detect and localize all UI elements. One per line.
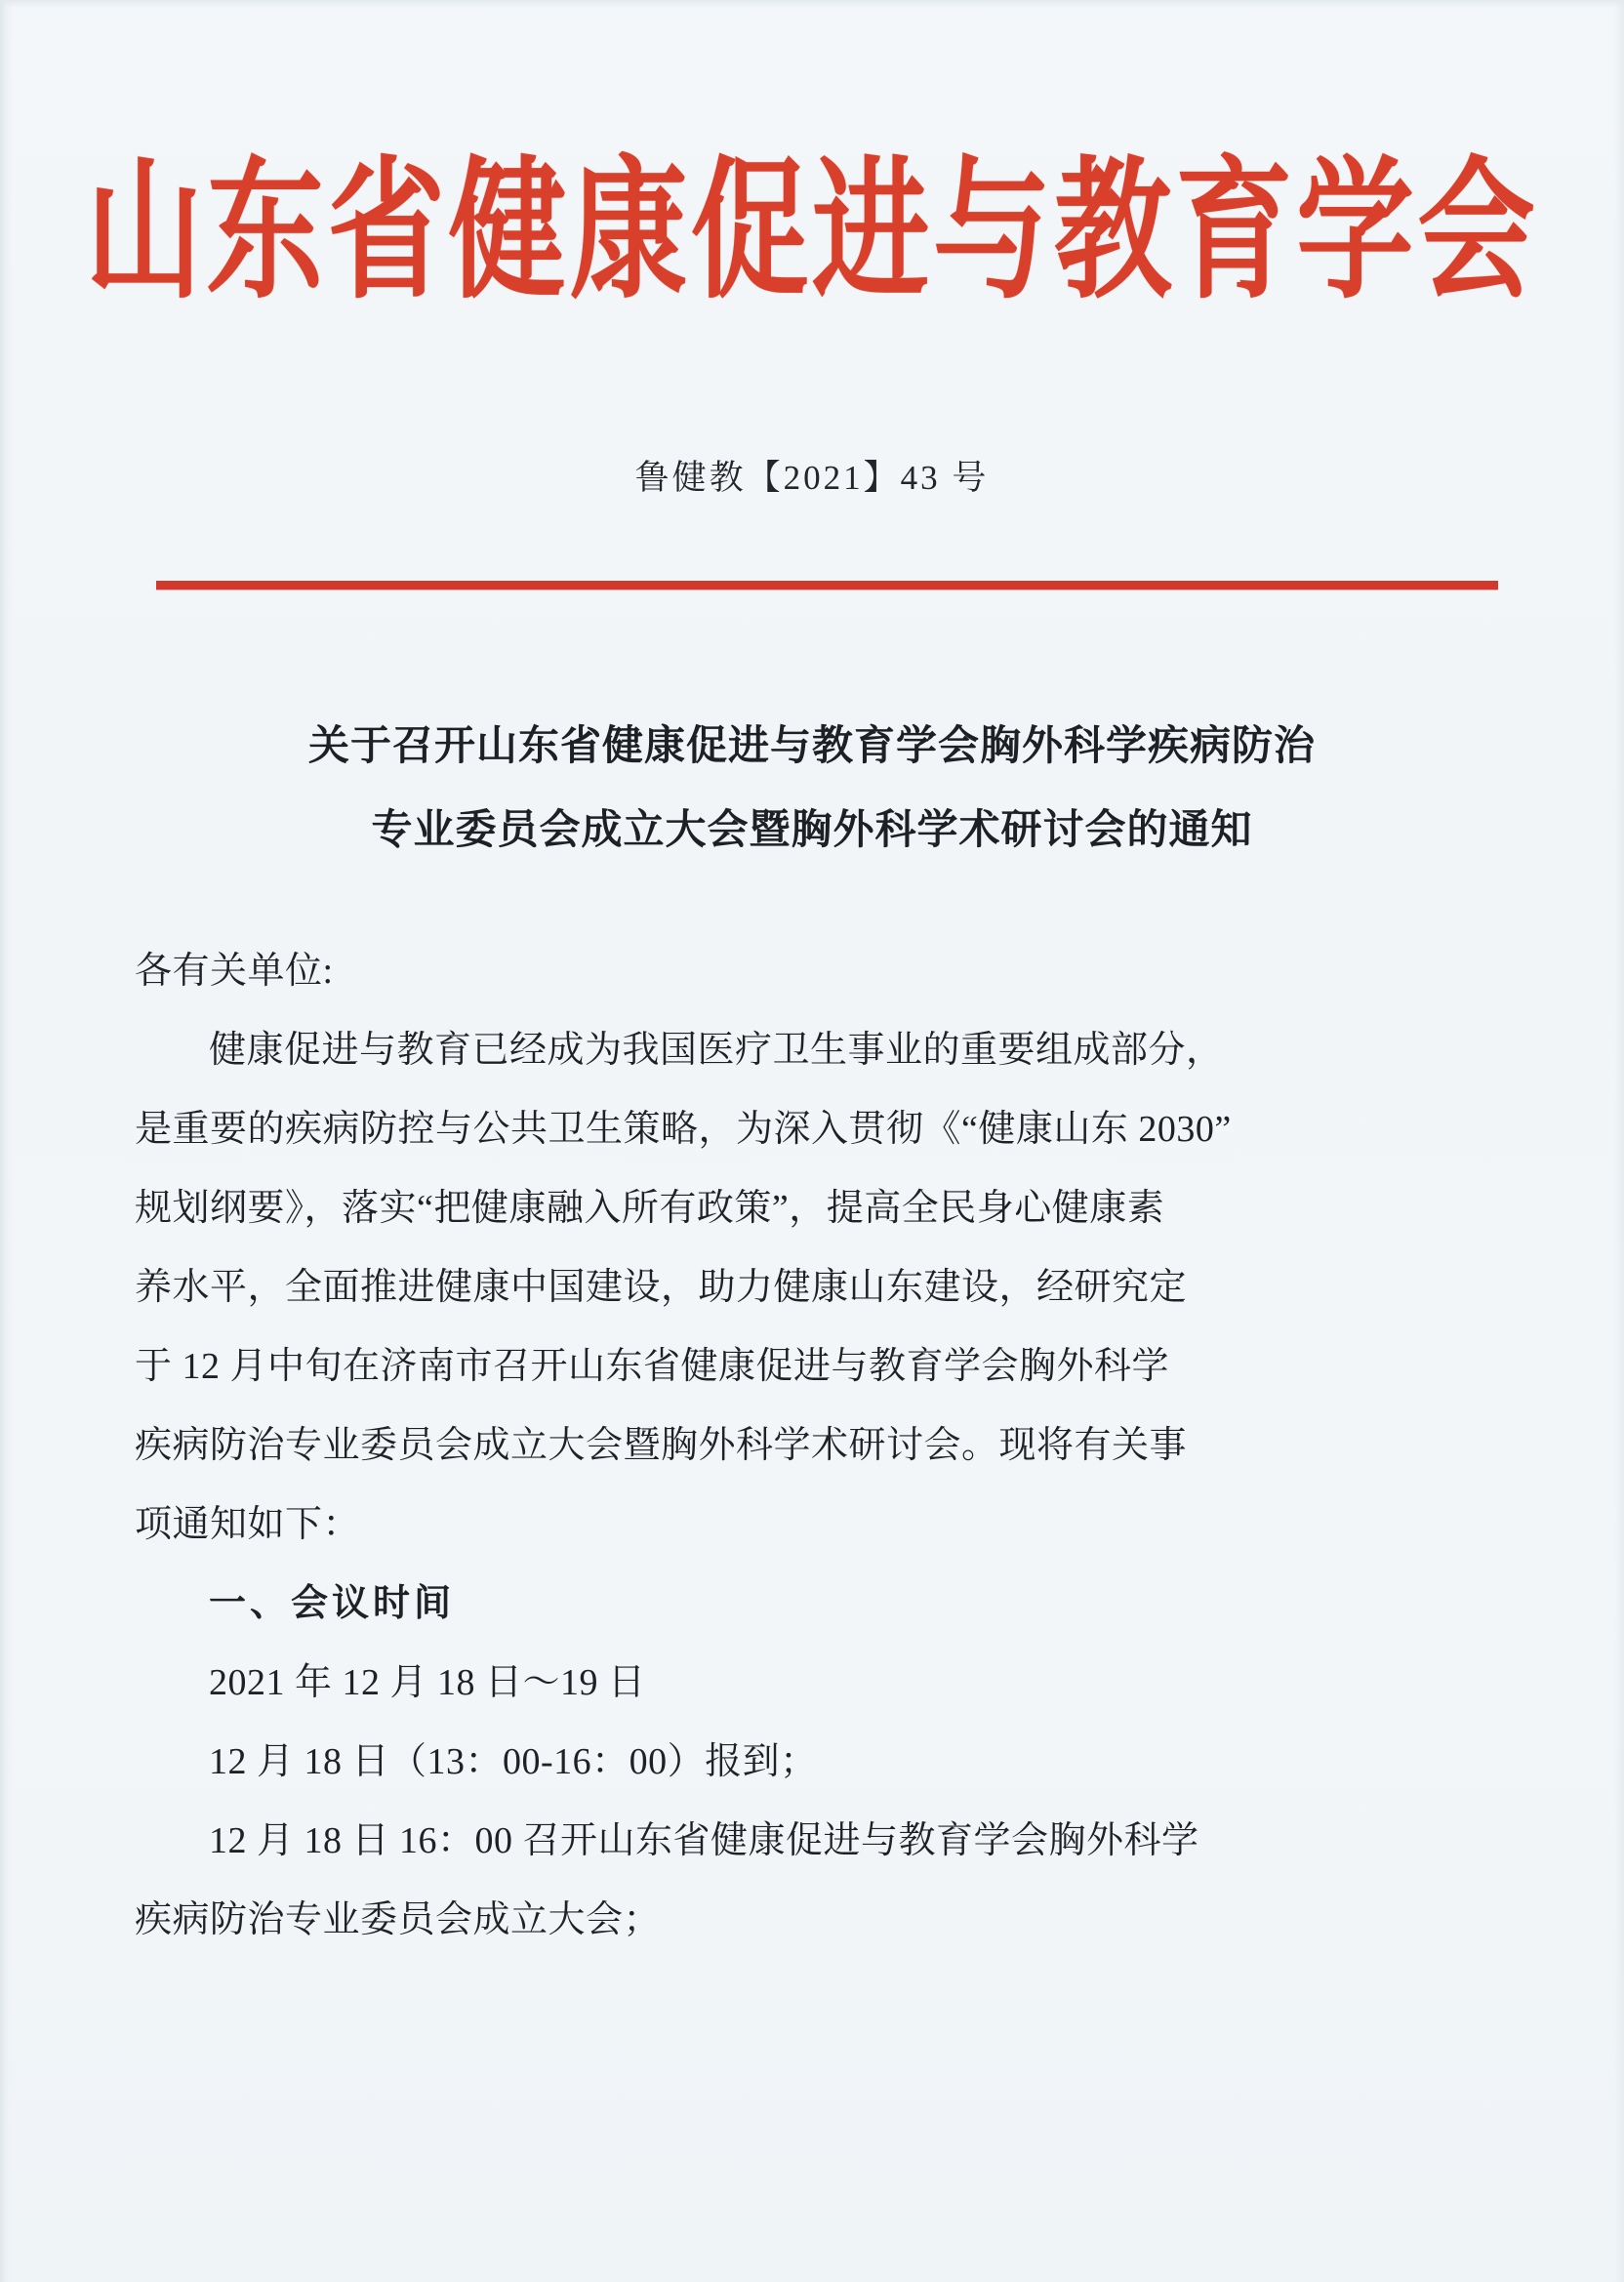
body-paragraph-line: 健康促进与教育已经成为我国医疗卫生事业的重要组成部分， bbox=[209, 1030, 1224, 1071]
notice-title bbox=[0, 705, 1624, 873]
body-paragraph-line: 于 12 月中旬在济南市召开山东省健康促进与教育学会胸外科学 bbox=[135, 1346, 1170, 1387]
masthead bbox=[0, 142, 1624, 321]
meeting-time-line: 2021 年 12 月 18 日～19 日 bbox=[209, 1662, 646, 1703]
meeting-time-line: 12 月 18 日（13：00-16：00）报到； bbox=[209, 1741, 818, 1782]
body-paragraph-line: 疾病防治专业委员会成立大会暨胸外科学术研讨会。现将有关事 bbox=[135, 1425, 1188, 1466]
meeting-time-line: 疾病防治专业委员会成立大会； bbox=[135, 1899, 662, 1940]
notice-body bbox=[135, 932, 1491, 1960]
section-heading-meeting-time: 一、会议时间 bbox=[209, 1583, 456, 1624]
body-paragraph-line: 规划纲要》，落实“把健康融入所有政策”，提高全民身心健康素 bbox=[135, 1188, 1165, 1229]
red-divider-rule bbox=[156, 581, 1498, 590]
scan-edge-right bbox=[1614, 0, 1624, 2282]
scan-edge-top bbox=[0, 0, 1624, 8]
notice-title-line-2: 专业委员会成立大会暨胸外科学术研讨会的通知 bbox=[371, 808, 1253, 853]
body-paragraph-line: 是重要的疾病防控与公共卫生策略，为深入贯彻《“健康山东 2030” bbox=[135, 1109, 1232, 1150]
scan-edge-left bbox=[0, 0, 14, 2282]
notice-title-line-1: 关于召开山东省健康促进与教育学会胸外科学疾病防治 bbox=[307, 724, 1316, 769]
meeting-time-line: 12 月 18 日 16：00 召开山东省健康促进与教育学会胸外科学 bbox=[209, 1820, 1199, 1861]
body-paragraph-line: 项通知如下： bbox=[135, 1504, 361, 1545]
document-number: 鲁健教【2021】43 号 bbox=[634, 459, 990, 497]
body-paragraph-line: 养水平，全面推进健康中国建设，助力健康山东建设，经研究定 bbox=[135, 1267, 1188, 1308]
organization-title: 山东省健康促进与教育学会 bbox=[85, 142, 1539, 321]
salutation: 各有关单位: bbox=[135, 951, 334, 992]
